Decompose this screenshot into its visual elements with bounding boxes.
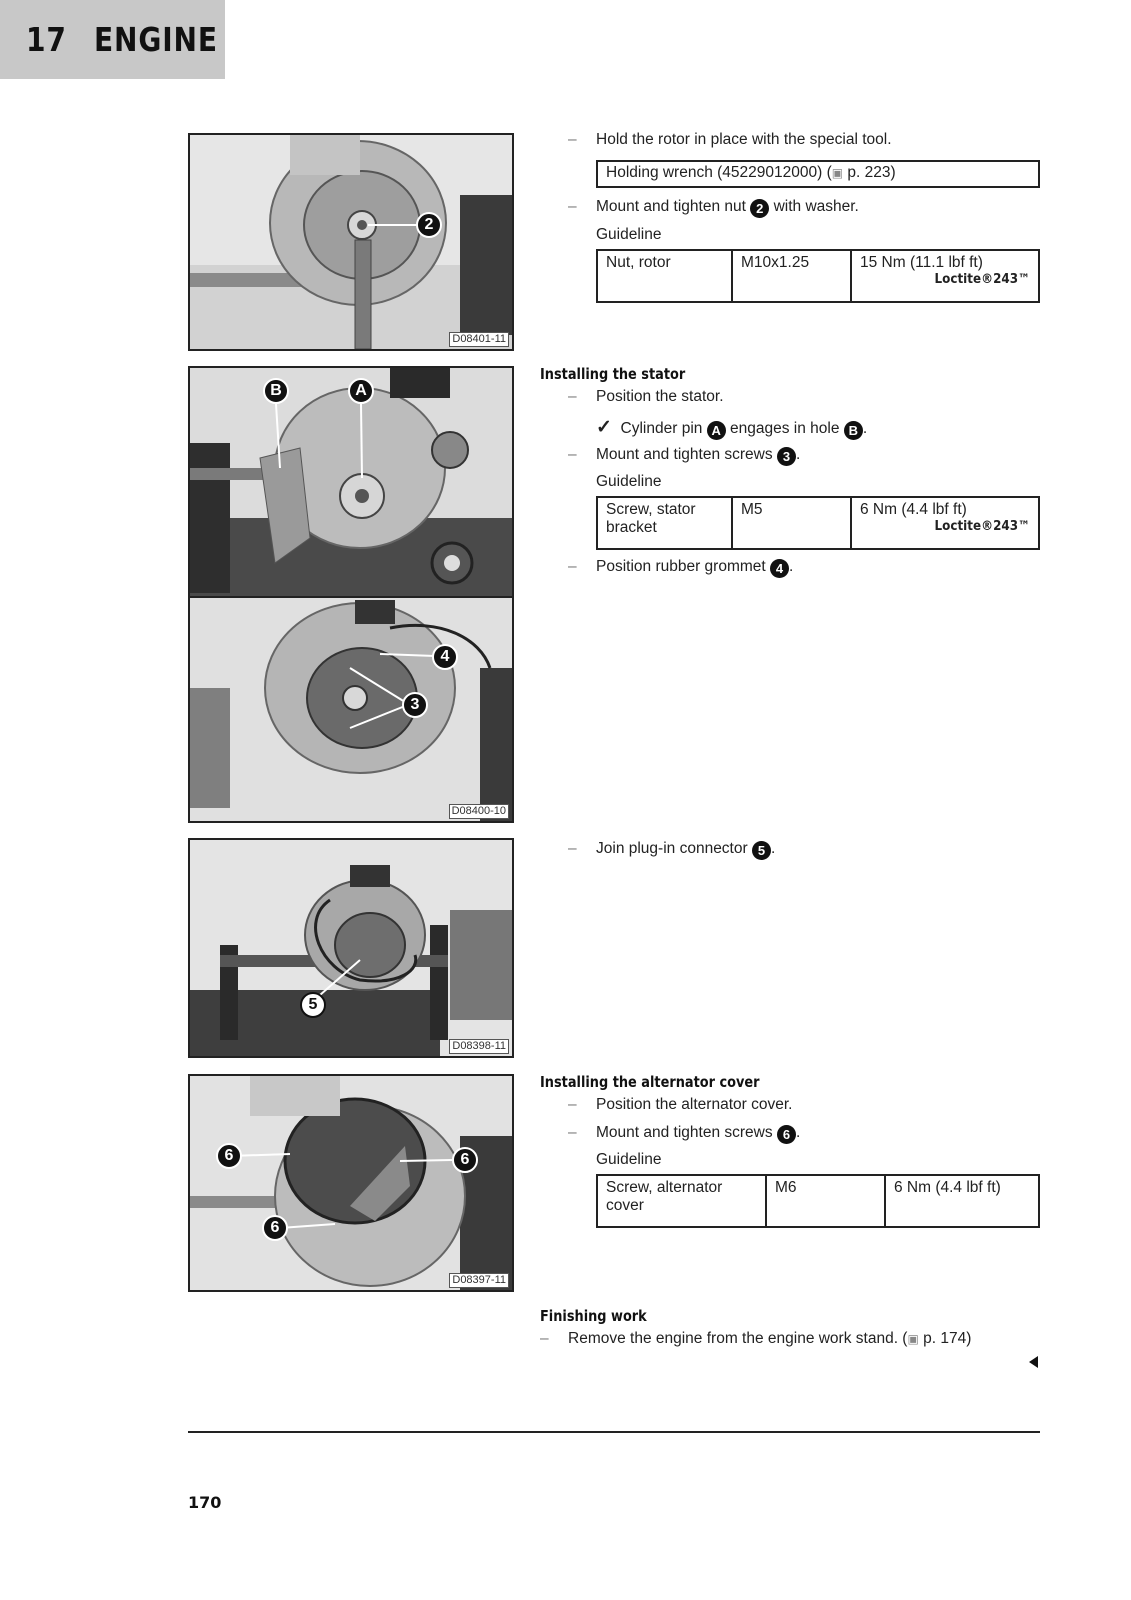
- marker-a: A: [348, 378, 374, 404]
- spec-cell: 15 Nm (11.1 lbf ft) Loctite®243™: [851, 250, 1039, 302]
- chapter-number: 17: [26, 20, 67, 59]
- checkmark-icon: ✓: [596, 417, 612, 438]
- photo-alternator-cover: [188, 1074, 514, 1292]
- marker-6-left: 6: [216, 1143, 242, 1169]
- callout-4: 4: [770, 559, 789, 578]
- spec-cell: Screw, stator bracket: [597, 497, 732, 549]
- callout-b: B: [844, 421, 863, 440]
- tool-name: Holding wrench (45229012000) (: [606, 164, 832, 181]
- marker-b: B: [263, 378, 289, 404]
- loctite-label: Loctite®243™: [934, 272, 1030, 287]
- heading-installing-alternator-cover: Installing the alternator cover: [540, 1073, 760, 1091]
- callout-6: 6: [777, 1125, 796, 1144]
- marker-4: 4: [432, 644, 458, 670]
- spec-cell: M6: [766, 1175, 885, 1227]
- heading-installing-stator: Installing the stator: [540, 365, 686, 383]
- engine-stator-illustration: [190, 368, 512, 821]
- spec-cell: 6 Nm (4.4 lbf ft) Loctite®243™: [851, 497, 1039, 549]
- engine-rotor-illustration: [190, 135, 512, 349]
- page-reference-icon: ▣: [831, 166, 844, 180]
- marker-5: 5: [300, 992, 326, 1018]
- spec-table-cover-screw: [596, 1174, 1040, 1228]
- photo-rotor: [188, 133, 514, 351]
- page-reference-icon: ▣: [907, 1332, 919, 1346]
- guideline-label: Guideline: [596, 473, 662, 490]
- marker-6-right: 6: [452, 1147, 478, 1173]
- photo-code: D08397-11: [449, 1273, 509, 1288]
- chapter-title: ENGINE: [94, 20, 218, 59]
- guideline-label: Guideline: [596, 226, 662, 243]
- photo-code: D08400-10: [449, 804, 509, 819]
- section-end-icon: [1029, 1356, 1038, 1368]
- photo-code: D08401-11: [449, 332, 509, 347]
- callout-2: 2: [750, 199, 769, 218]
- page-number: 170: [188, 1493, 222, 1512]
- tool-page-ref[interactable]: p. 223): [847, 164, 896, 181]
- check-cylinder-pin: ✓ Cylinder pin A engages in hole B .: [596, 417, 868, 438]
- chapter-header: [0, 0, 225, 79]
- footer-rule: [188, 1431, 1040, 1433]
- photo-stator: [188, 366, 514, 823]
- spec-cell: M5: [732, 497, 851, 549]
- photo-connector: [188, 838, 514, 1058]
- callout-5: 5: [752, 841, 771, 860]
- spec-table-stator-screw: [596, 496, 1040, 550]
- spec-cell: Screw, alternator cover: [597, 1175, 766, 1227]
- spec-cell: 6 Nm (4.4 lbf ft): [885, 1175, 1039, 1227]
- photo-code: D08398-11: [449, 1039, 509, 1054]
- spec-cell: M10x1.25: [732, 250, 851, 302]
- callout-3: 3: [777, 447, 796, 466]
- marker-3: 3: [402, 692, 428, 718]
- special-tool-box: [596, 160, 1040, 188]
- heading-finishing-work: Finishing work: [540, 1307, 647, 1325]
- spec-table-rotor-nut: [596, 249, 1040, 303]
- engine-alternator-cover-illustration: [190, 1076, 512, 1290]
- loctite-label: Loctite®243™: [934, 519, 1030, 534]
- engine-connector-illustration: [190, 840, 512, 1056]
- marker-2: 2: [416, 212, 442, 238]
- spec-cell: Nut, rotor: [597, 250, 732, 302]
- finishing-page-ref[interactable]: p. 174): [923, 1330, 972, 1347]
- marker-6-bottom: 6: [262, 1215, 288, 1241]
- callout-a: A: [707, 421, 726, 440]
- guideline-label: Guideline: [596, 1151, 662, 1168]
